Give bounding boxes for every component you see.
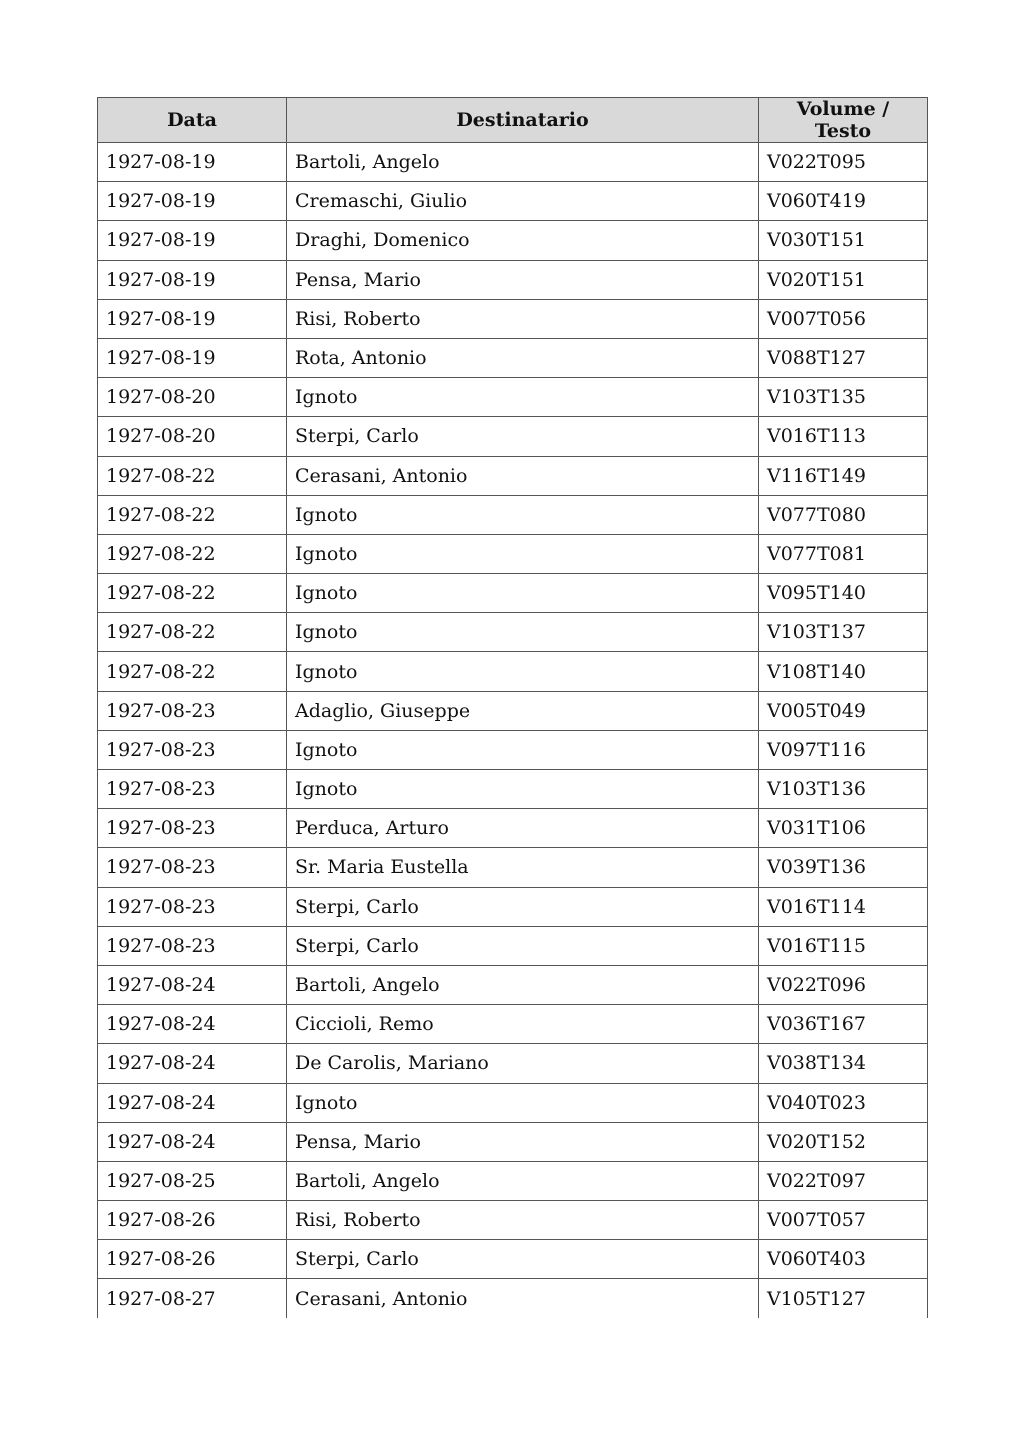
- table-row: [98, 1083, 928, 1122]
- cell-date: 1927-08-19: [98, 221, 287, 260]
- table-row: [98, 495, 928, 534]
- cell-recipient: De Carolis, Mariano: [287, 1044, 759, 1083]
- cell-recipient: Ignoto: [287, 730, 759, 769]
- table-row: [98, 182, 928, 221]
- cell-date: 1927-08-23: [98, 926, 287, 965]
- cell-recipient: Ciccioli, Remo: [287, 1005, 759, 1044]
- cell-date: 1927-08-19: [98, 338, 287, 377]
- table-row: [98, 652, 928, 691]
- cell-date: 1927-08-23: [98, 887, 287, 926]
- table-row: [98, 1044, 928, 1083]
- cell-volume-text: V007T056: [759, 299, 928, 338]
- table-row: [98, 613, 928, 652]
- cell-recipient: Pensa, Mario: [287, 1122, 759, 1161]
- cell-volume-text: V060T419: [759, 182, 928, 221]
- header-volume-text: Volume / Testo: [759, 98, 928, 143]
- cell-recipient: Sr. Maria Eustella: [287, 848, 759, 887]
- cell-volume-text: V095T140: [759, 574, 928, 613]
- cell-date: 1927-08-20: [98, 378, 287, 417]
- cell-date: 1927-08-23: [98, 691, 287, 730]
- cell-recipient: Rota, Antonio: [287, 338, 759, 377]
- cell-date: 1927-08-22: [98, 613, 287, 652]
- cell-volume-text: V038T134: [759, 1044, 928, 1083]
- cell-volume-text: V116T149: [759, 456, 928, 495]
- cell-date: 1927-08-26: [98, 1240, 287, 1279]
- cell-date: 1927-08-23: [98, 848, 287, 887]
- cell-recipient: Adaglio, Giuseppe: [287, 691, 759, 730]
- cell-volume-text: V036T167: [759, 1005, 928, 1044]
- table-row: [98, 338, 928, 377]
- cell-date: 1927-08-22: [98, 652, 287, 691]
- table-body: [98, 143, 928, 1319]
- cell-volume-text: V007T057: [759, 1201, 928, 1240]
- table-row: [98, 417, 928, 456]
- cell-recipient: Perduca, Arturo: [287, 809, 759, 848]
- cell-volume-text: V103T136: [759, 770, 928, 809]
- cell-recipient: Draghi, Domenico: [287, 221, 759, 260]
- cell-recipient: Sterpi, Carlo: [287, 926, 759, 965]
- cell-date: 1927-08-27: [98, 1279, 287, 1318]
- cell-volume-text: V040T023: [759, 1083, 928, 1122]
- cell-recipient: Ignoto: [287, 378, 759, 417]
- letters-table: [97, 97, 928, 1318]
- cell-volume-text: V030T151: [759, 221, 928, 260]
- cell-recipient: Ignoto: [287, 770, 759, 809]
- cell-recipient: Sterpi, Carlo: [287, 887, 759, 926]
- table-row: [98, 534, 928, 573]
- cell-recipient: Ignoto: [287, 534, 759, 573]
- cell-date: 1927-08-22: [98, 456, 287, 495]
- table-header: [98, 98, 928, 143]
- cell-date: 1927-08-24: [98, 965, 287, 1004]
- cell-recipient: Pensa, Mario: [287, 260, 759, 299]
- cell-volume-text: V031T106: [759, 809, 928, 848]
- cell-date: 1927-08-23: [98, 730, 287, 769]
- table-row: [98, 1279, 928, 1318]
- cell-recipient: Ignoto: [287, 495, 759, 534]
- cell-recipient: Risi, Roberto: [287, 1201, 759, 1240]
- cell-date: 1927-08-26: [98, 1201, 287, 1240]
- table-row: [98, 887, 928, 926]
- cell-recipient: Sterpi, Carlo: [287, 417, 759, 456]
- cell-volume-text: V060T403: [759, 1240, 928, 1279]
- cell-date: 1927-08-22: [98, 495, 287, 534]
- cell-volume-text: V103T137: [759, 613, 928, 652]
- table-row: [98, 926, 928, 965]
- cell-date: 1927-08-24: [98, 1122, 287, 1161]
- table-row: [98, 1122, 928, 1161]
- cell-recipient: Sterpi, Carlo: [287, 1240, 759, 1279]
- table-row: [98, 574, 928, 613]
- table-row: [98, 965, 928, 1004]
- cell-date: 1927-08-19: [98, 299, 287, 338]
- table-row: [98, 1005, 928, 1044]
- header-date: Data: [98, 98, 287, 143]
- table-row: [98, 1201, 928, 1240]
- table-row: [98, 221, 928, 260]
- cell-date: 1927-08-19: [98, 260, 287, 299]
- table-row: [98, 378, 928, 417]
- table-row: [98, 770, 928, 809]
- cell-date: 1927-08-19: [98, 182, 287, 221]
- cell-recipient: Bartoli, Angelo: [287, 1161, 759, 1200]
- cell-volume-text: V039T136: [759, 848, 928, 887]
- table-row: [98, 809, 928, 848]
- cell-volume-text: V016T115: [759, 926, 928, 965]
- table-row: [98, 143, 928, 182]
- table-row: [98, 1161, 928, 1200]
- cell-date: 1927-08-24: [98, 1005, 287, 1044]
- table-row: [98, 848, 928, 887]
- cell-recipient: Cremaschi, Giulio: [287, 182, 759, 221]
- table-row: [98, 299, 928, 338]
- cell-recipient: Bartoli, Angelo: [287, 965, 759, 1004]
- table-row: [98, 1240, 928, 1279]
- cell-date: 1927-08-19: [98, 143, 287, 182]
- cell-volume-text: V020T151: [759, 260, 928, 299]
- table-row: [98, 260, 928, 299]
- cell-date: 1927-08-24: [98, 1083, 287, 1122]
- cell-date: 1927-08-23: [98, 770, 287, 809]
- cell-date: 1927-08-22: [98, 534, 287, 573]
- cell-recipient: Risi, Roberto: [287, 299, 759, 338]
- cell-volume-text: V088T127: [759, 338, 928, 377]
- cell-volume-text: V108T140: [759, 652, 928, 691]
- table-row: [98, 730, 928, 769]
- cell-date: 1927-08-25: [98, 1161, 287, 1200]
- cell-recipient: Ignoto: [287, 652, 759, 691]
- cell-volume-text: V105T127: [759, 1279, 928, 1318]
- cell-date: 1927-08-23: [98, 809, 287, 848]
- cell-volume-text: V022T095: [759, 143, 928, 182]
- cell-volume-text: V020T152: [759, 1122, 928, 1161]
- cell-date: 1927-08-22: [98, 574, 287, 613]
- header-row: [98, 98, 928, 143]
- cell-volume-text: V016T114: [759, 887, 928, 926]
- cell-volume-text: V103T135: [759, 378, 928, 417]
- cell-recipient: Ignoto: [287, 574, 759, 613]
- cell-recipient: Bartoli, Angelo: [287, 143, 759, 182]
- cell-volume-text: V097T116: [759, 730, 928, 769]
- cell-date: 1927-08-20: [98, 417, 287, 456]
- table-row: [98, 691, 928, 730]
- cell-recipient: Cerasani, Antonio: [287, 456, 759, 495]
- cell-volume-text: V022T096: [759, 965, 928, 1004]
- cell-volume-text: V077T080: [759, 495, 928, 534]
- cell-recipient: Ignoto: [287, 613, 759, 652]
- header-recipient: Destinatario: [287, 98, 759, 143]
- cell-volume-text: V022T097: [759, 1161, 928, 1200]
- cell-recipient: Ignoto: [287, 1083, 759, 1122]
- cell-recipient: Cerasani, Antonio: [287, 1279, 759, 1318]
- table-row: [98, 456, 928, 495]
- cell-volume-text: V016T113: [759, 417, 928, 456]
- cell-date: 1927-08-24: [98, 1044, 287, 1083]
- cell-volume-text: V005T049: [759, 691, 928, 730]
- cell-volume-text: V077T081: [759, 534, 928, 573]
